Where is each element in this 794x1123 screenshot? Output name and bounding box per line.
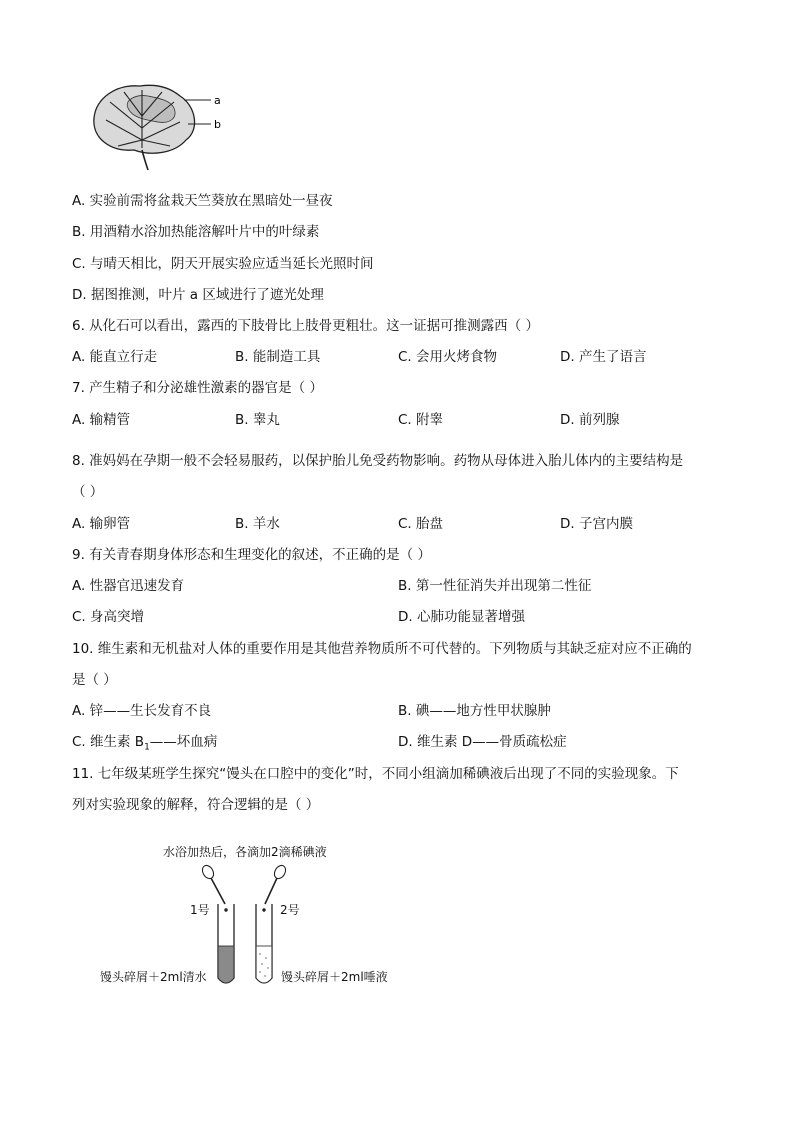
q11-tube1-content: 馒头碎屑＋2ml清水 xyxy=(100,970,207,984)
test-tube-figure xyxy=(200,860,290,992)
q6-option-b: B. 能制造工具 xyxy=(235,349,321,365)
q8-option-d: D. 子宫内膜 xyxy=(560,516,633,532)
q11-stem-line2: 列对实验现象的解释，符合逻辑的是（ ） xyxy=(72,797,320,813)
q6-option-a: A. 能直立行走 xyxy=(72,349,158,365)
q10-option-a: A. 锌——生长发育不良 xyxy=(72,703,212,719)
q9-stem: 9. 有关青春期身体形态和生理变化的叙述，不正确的是（ ） xyxy=(72,547,431,563)
q11-tube2-content: 馒头碎屑＋2ml唾液 xyxy=(281,970,388,984)
q9-option-a: A. 性器官迅速发育 xyxy=(72,578,185,594)
leaf-figure xyxy=(88,80,228,172)
q5-option-a: A. 实验前需将盆栽天竺葵放在黑暗处一昼夜 xyxy=(72,193,333,209)
q7-option-d: D. 前列腺 xyxy=(560,412,620,428)
q9-option-b: B. 第一性征消失并出现第二性征 xyxy=(398,578,592,594)
q5-option-d: D. 据图推测，叶片 a 区域进行了遮光处理 xyxy=(72,287,324,303)
q8-stem-line1: 8. 准妈妈在孕期一般不会轻易服药，以保护胎儿免受药物影响。药物从母体进入胎儿体内的主要结构是 xyxy=(72,453,684,469)
q9-option-d: D. 心肺功能显著增强 xyxy=(398,609,525,625)
q8-stem-line2: （ ） xyxy=(72,484,104,500)
q8-option-b: B. 羊水 xyxy=(235,516,280,532)
q8-option-a: A. 输卵管 xyxy=(72,516,131,532)
q10-stem-line2: 是（ ） xyxy=(72,672,117,688)
q10-stem-line1: 10. 维生素和无机盐对人体的重要作用是其他营养物质所不可代替的。下列物质与其缺乏症对应不正确的 xyxy=(72,641,692,657)
q10-option-c-prefix: C. 维生素 B xyxy=(72,734,145,750)
q7-option-c: C. 附睾 xyxy=(398,412,444,428)
tube-1-liquid xyxy=(219,946,234,983)
q5-option-c: C. 与晴天相比，阴天开展实验应适当延长光照时间 xyxy=(72,256,374,272)
q10-option-b: B. 碘——地方性甲状腺肿 xyxy=(398,703,551,719)
q10-option-c xyxy=(72,732,217,758)
q9-option-c: C. 身高突增 xyxy=(72,609,145,625)
dropper-1 xyxy=(200,863,227,911)
q7-stem: 7. 产生精子和分泌雄性激素的器官是（ ） xyxy=(72,380,323,396)
label-b: b xyxy=(214,118,221,131)
q11-tube2-label: 2号 xyxy=(280,903,300,917)
q11-tube1-label: 1号 xyxy=(190,903,210,917)
q10-option-c-suffix: ——坏血病 xyxy=(149,734,218,750)
q6-option-d: D. 产生了语言 xyxy=(560,349,647,365)
q10-option-c-subscript: 1 xyxy=(144,742,150,753)
tube-2-liquid xyxy=(257,946,272,983)
tube-2 xyxy=(256,904,272,983)
q6-stem: 6. 从化石可以看出，露西的下肢骨比上肢骨更粗壮。这一证据可推测露西（ ） xyxy=(72,318,539,334)
label-a: a xyxy=(214,94,221,107)
tube-1 xyxy=(218,904,234,983)
q6-option-c: C. 会用火烤食物 xyxy=(398,349,498,365)
q7-option-a: A. 输精管 xyxy=(72,412,131,428)
q8-option-c: C. 胎盘 xyxy=(398,516,444,532)
dropper-2 xyxy=(263,863,288,911)
q11-figure-caption: 水浴加热后，各滴加2滴稀碘液 xyxy=(163,845,327,859)
q5-option-b: B. 用酒精水浴加热能溶解叶片中的叶绿素 xyxy=(72,224,320,240)
q10-option-d: D. 维生素 D——骨质疏松症 xyxy=(398,734,567,750)
q7-option-b: B. 睾丸 xyxy=(235,412,280,428)
q11-stem-line1: 11. 七年级某班学生探究“馒头在口腔中的变化”时，不同小组滴加稀碘液后出现了不同的实验现象。下 xyxy=(72,766,679,782)
